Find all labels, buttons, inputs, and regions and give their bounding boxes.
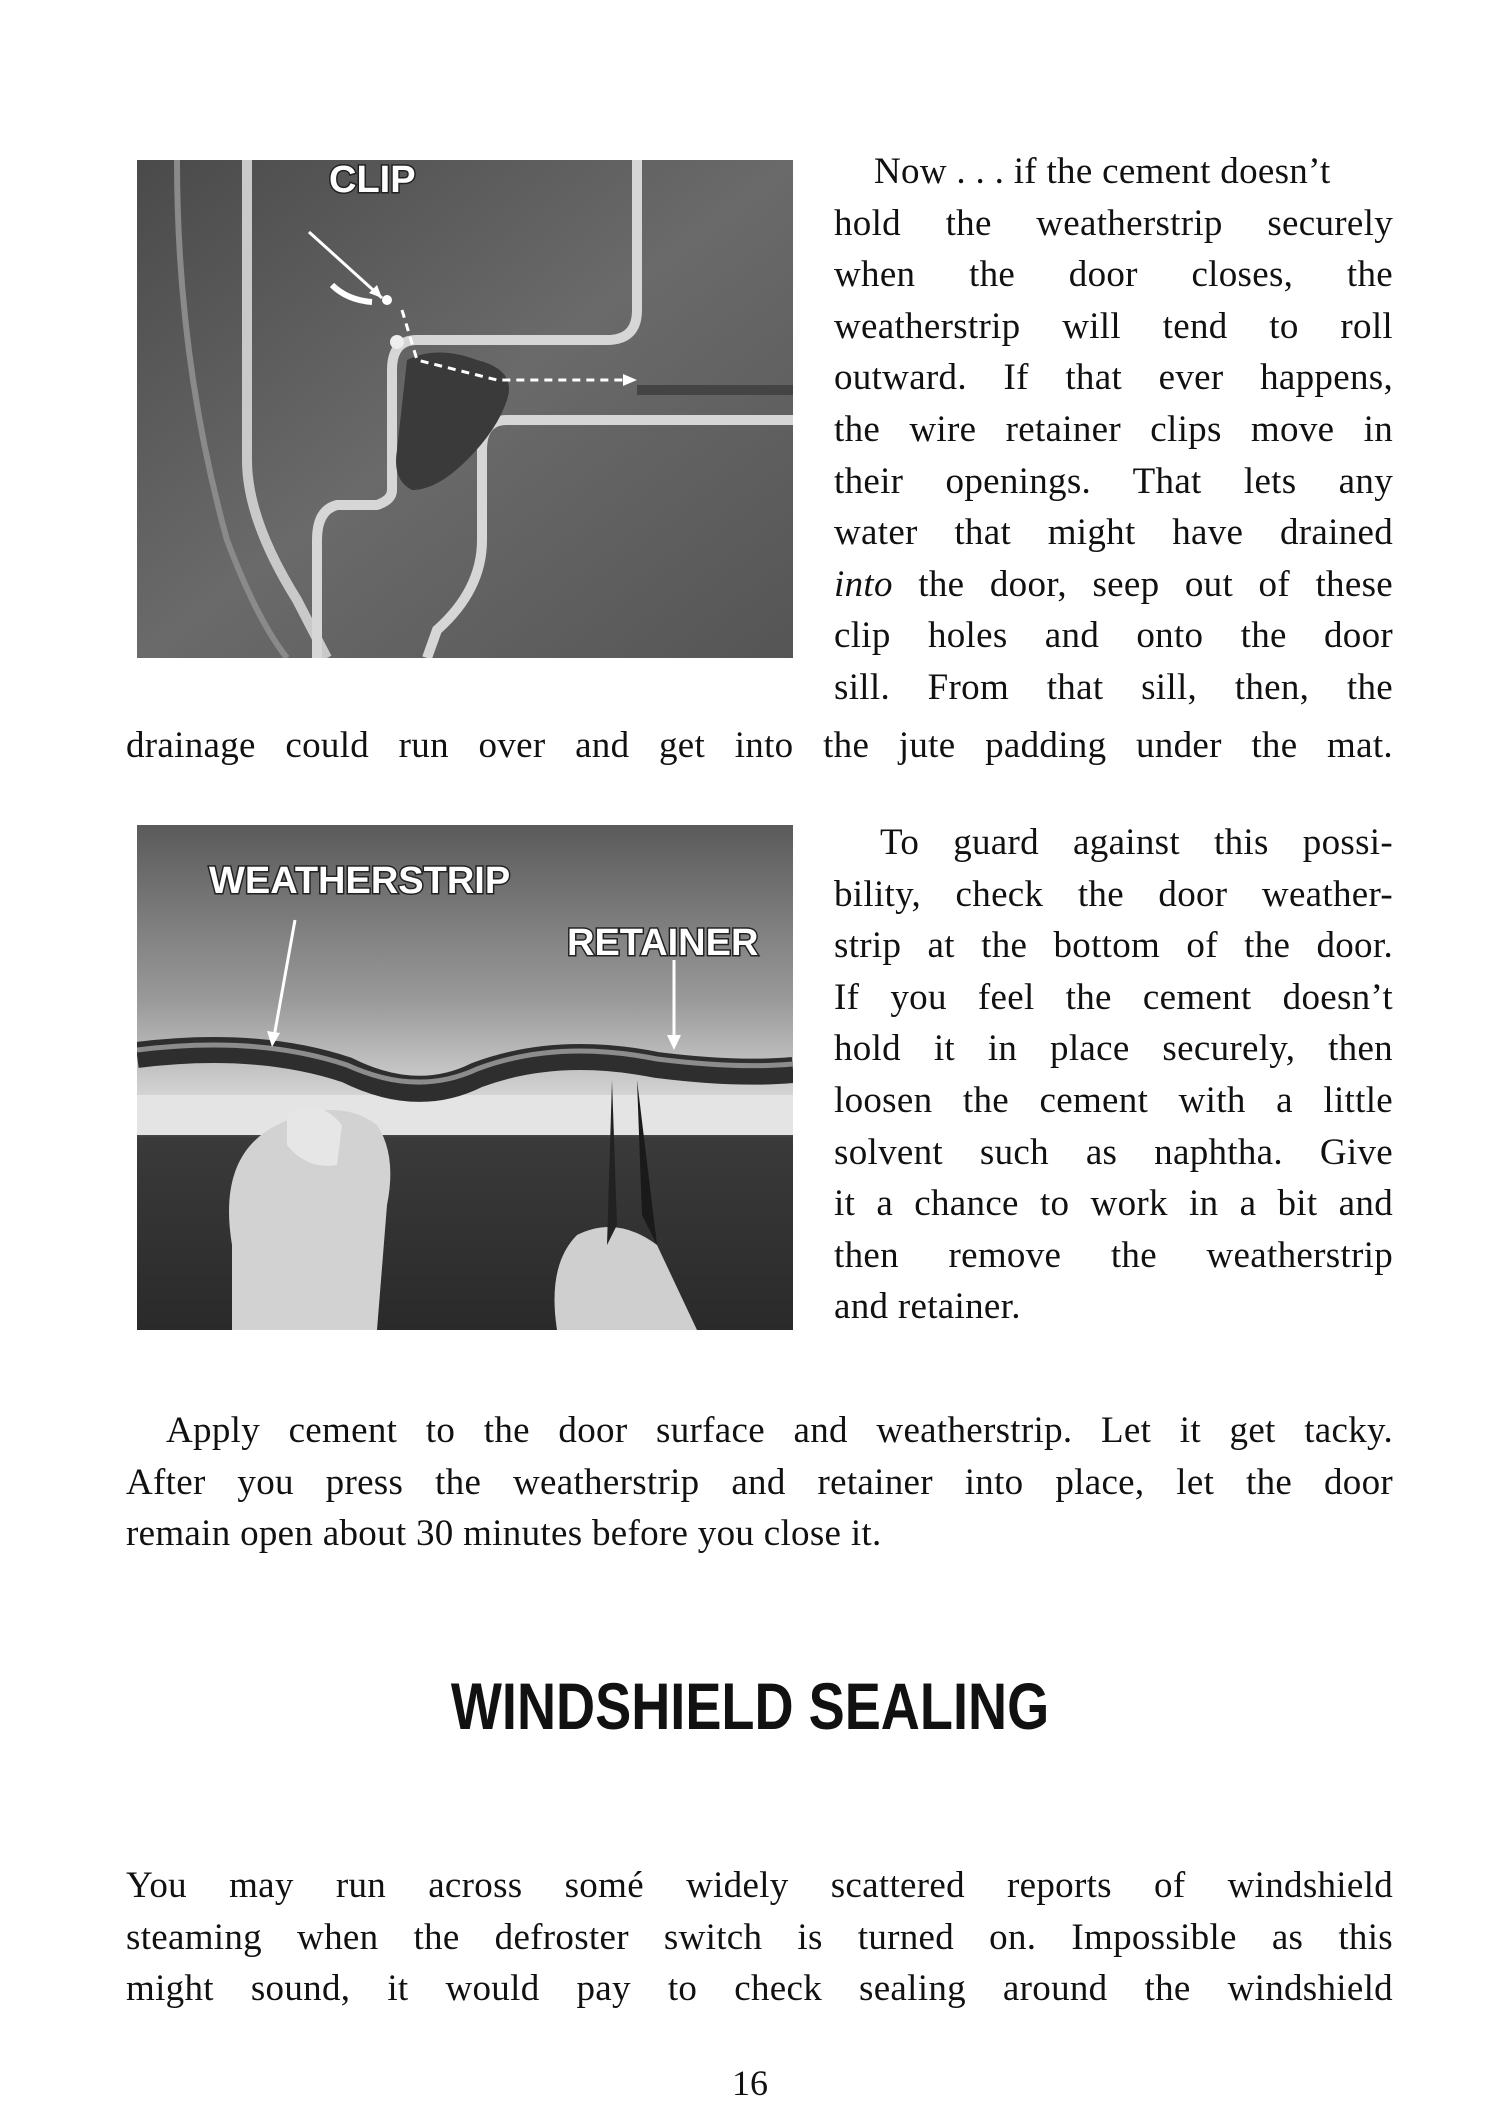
para1-line: the wire retainer clips move in: [834, 408, 1393, 450]
para2-line: solvent such as naphtha. Give: [834, 1131, 1393, 1173]
para1-line: sill. From that sill, then, the: [834, 666, 1393, 708]
paragraph-windshield: [126, 1860, 1393, 2015]
italic-word: into: [834, 563, 893, 605]
para4-line: steaming when the defroster switch is turned on. Impossible as this: [126, 1916, 1393, 1958]
para3-line: remain open about 30 minutes before you close it.: [126, 1513, 882, 1555]
para2-line: If you feel the cement doesn’t: [834, 976, 1393, 1018]
para1-line: weatherstrip will tend to roll: [834, 305, 1393, 347]
clip-photo: [137, 160, 793, 658]
para3-line: After you press the weatherstrip and retainer into place, let the door: [126, 1461, 1393, 1503]
para2-line: and retainer.: [834, 1286, 1021, 1328]
clip-label: CLIP: [329, 160, 416, 201]
para4-line: might sound, it would pay to check sealing around the windshield: [126, 1968, 1393, 2010]
para1-line: outward. If that ever happens,: [834, 357, 1393, 399]
para1-line: Now . . . if the cement doesn’t: [874, 151, 1331, 192]
para1-line: when the door closes, the: [834, 254, 1393, 296]
paragraph-cement-clips: [834, 146, 1393, 714]
para1-line: hold the weatherstrip securely: [834, 202, 1393, 244]
para2-line: bility, check the door weather-: [834, 873, 1393, 915]
para2-line: To guard against this possi-: [880, 822, 1393, 863]
para3-line: Apply cement to the door surface and weatherstrip. Let it get tacky.: [166, 1410, 1393, 1451]
para4-line: You may run across somé widely scattered reports of windshield: [126, 1865, 1393, 1906]
para1-line: [834, 559, 1393, 611]
para2-line: it a chance to work in a bit and: [834, 1183, 1393, 1225]
para1-line-rest: the door, seep out of these: [892, 563, 1393, 605]
paragraph-apply-cement: [126, 1405, 1393, 1560]
para2-line: hold it in place securely, then: [834, 1028, 1393, 1070]
para2-line: loosen the cement with a little: [834, 1079, 1393, 1121]
page-number: 16: [732, 2063, 768, 2103]
para2-line: then remove the weatherstrip: [834, 1234, 1393, 1276]
weatherstrip-label: WEATHERSTRIP: [209, 860, 511, 902]
para1-line: clip holes and onto the door: [834, 615, 1393, 657]
weatherstrip-photo: [137, 825, 793, 1330]
paragraph-guard-against: [834, 817, 1393, 1333]
para1-full-width-line: drainage could run over and get into the jute padding under the mat.: [126, 725, 1393, 766]
retainer-label: RETAINER: [567, 922, 759, 964]
para2-line: strip at the bottom of the door.: [834, 925, 1393, 967]
para1-line: their openings. That lets any: [834, 460, 1393, 502]
section-heading: WINDSHIELD SEALING: [450, 1669, 1050, 1743]
para1-line: water that might have drained: [834, 512, 1393, 554]
